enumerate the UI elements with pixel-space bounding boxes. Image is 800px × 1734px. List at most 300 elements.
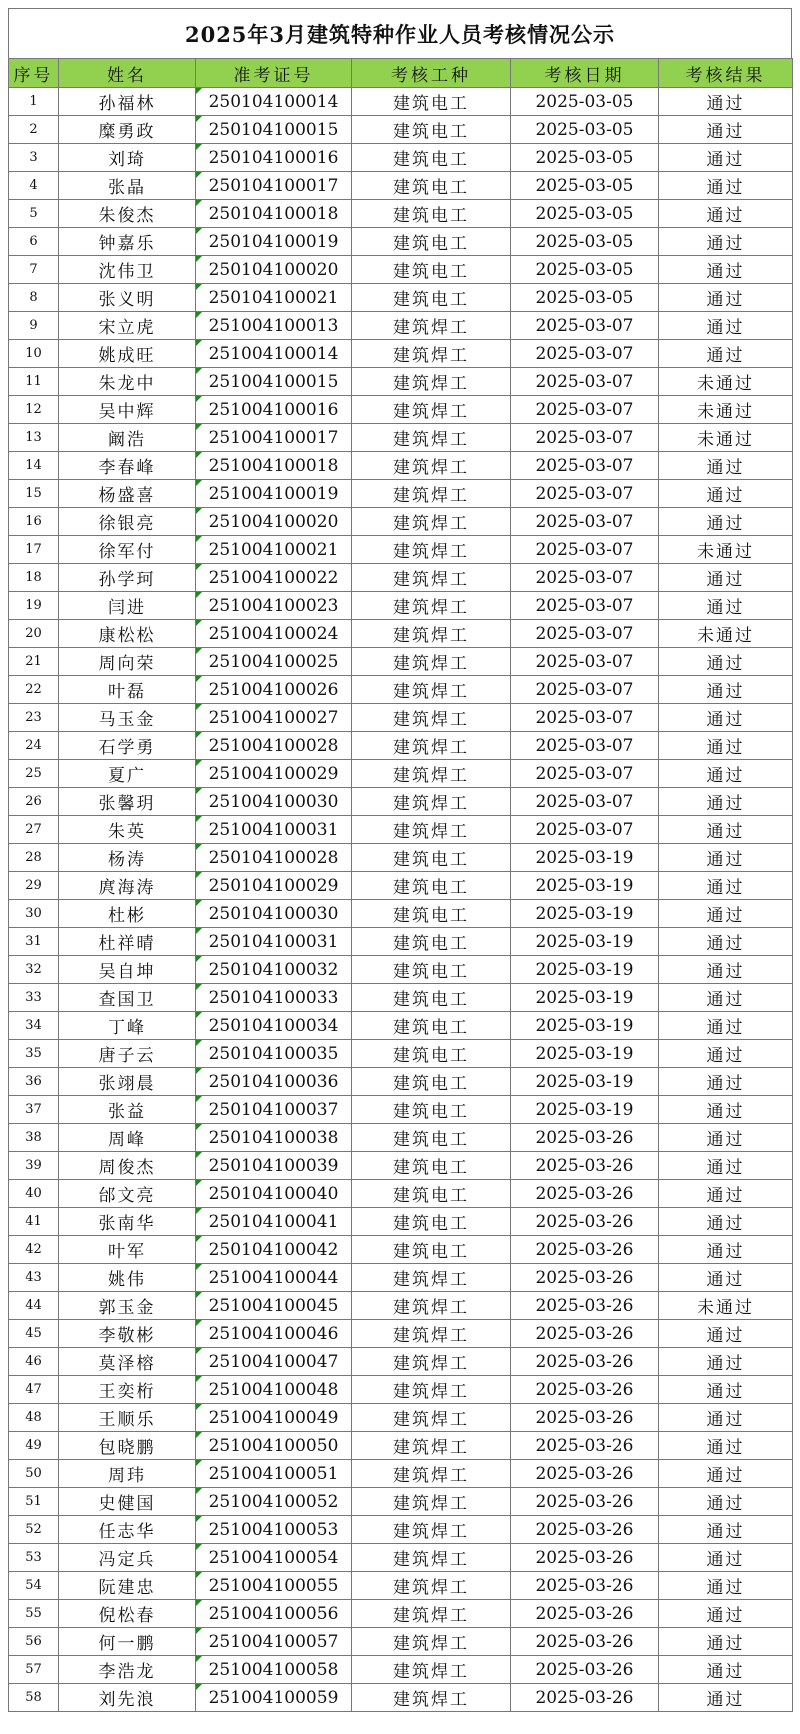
column-header-trade: 考核工种 (352, 59, 511, 88)
exam-result: 通过 (659, 172, 793, 200)
table-row (9, 480, 793, 508)
table-row (9, 1348, 793, 1376)
exam-date: 2025-03-07 (511, 788, 659, 816)
exam-result: 通过 (659, 984, 793, 1012)
exam-trade: 建筑焊工 (352, 788, 511, 816)
exam-date: 2025-03-26 (511, 1460, 659, 1488)
exam-date: 2025-03-05 (511, 256, 659, 284)
candidate-name: 姚伟 (59, 1264, 196, 1292)
exam-result: 通过 (659, 1656, 793, 1684)
table-row (9, 1516, 793, 1544)
exam-trade: 建筑焊工 (352, 592, 511, 620)
table-row (9, 984, 793, 1012)
table-row (9, 368, 793, 396)
table-row (9, 732, 793, 760)
header-row (9, 59, 793, 88)
candidate-name: 任志华 (59, 1516, 196, 1544)
row-number: 50 (9, 1460, 59, 1488)
exam-trade: 建筑焊工 (352, 620, 511, 648)
table-row (9, 228, 793, 256)
ticket-number: 251004100019 (196, 480, 352, 508)
exam-result: 未通过 (659, 396, 793, 424)
exam-trade: 建筑电工 (352, 984, 511, 1012)
exam-trade: 建筑焊工 (352, 1348, 511, 1376)
exam-result: 未通过 (659, 1292, 793, 1320)
exam-date: 2025-03-05 (511, 284, 659, 312)
ticket-number: 250104100020 (196, 256, 352, 284)
table-row (9, 1488, 793, 1516)
exam-date: 2025-03-26 (511, 1684, 659, 1712)
exam-trade: 建筑电工 (352, 928, 511, 956)
exam-trade: 建筑焊工 (352, 1404, 511, 1432)
candidate-name: 唐子云 (59, 1040, 196, 1068)
exam-trade: 建筑电工 (352, 228, 511, 256)
row-number: 56 (9, 1628, 59, 1656)
table-row (9, 284, 793, 312)
exam-date: 2025-03-05 (511, 172, 659, 200)
table-row (9, 704, 793, 732)
ticket-number: 250104100016 (196, 144, 352, 172)
table-row (9, 1012, 793, 1040)
row-number: 19 (9, 592, 59, 620)
table-row (9, 508, 793, 536)
row-number: 49 (9, 1432, 59, 1460)
exam-result: 通过 (659, 1320, 793, 1348)
ticket-number: 251004100022 (196, 564, 352, 592)
exam-result: 通过 (659, 900, 793, 928)
ticket-number: 250104100014 (196, 88, 352, 116)
exam-trade: 建筑焊工 (352, 1684, 511, 1712)
ticket-number: 251004100058 (196, 1656, 352, 1684)
exam-result: 通过 (659, 1572, 793, 1600)
row-number: 58 (9, 1684, 59, 1712)
exam-date: 2025-03-07 (511, 340, 659, 368)
candidate-name: 闫进 (59, 592, 196, 620)
table-row (9, 340, 793, 368)
exam-date: 2025-03-19 (511, 984, 659, 1012)
row-number: 33 (9, 984, 59, 1012)
exam-trade: 建筑焊工 (352, 564, 511, 592)
exam-date: 2025-03-26 (511, 1544, 659, 1572)
table-row (9, 788, 793, 816)
ticket-number: 251004100027 (196, 704, 352, 732)
candidate-name: 张晶 (59, 172, 196, 200)
candidate-name: 叶军 (59, 1236, 196, 1264)
ticket-number: 250104100038 (196, 1124, 352, 1152)
exam-result: 通过 (659, 1180, 793, 1208)
ticket-number: 251004100023 (196, 592, 352, 620)
exam-result: 通过 (659, 1404, 793, 1432)
exam-date: 2025-03-05 (511, 228, 659, 256)
ticket-number: 250104100018 (196, 200, 352, 228)
row-number: 21 (9, 648, 59, 676)
candidate-name: 史健国 (59, 1488, 196, 1516)
row-number: 32 (9, 956, 59, 984)
row-number: 46 (9, 1348, 59, 1376)
candidate-name: 朱英 (59, 816, 196, 844)
exam-trade: 建筑电工 (352, 1068, 511, 1096)
exam-result: 通过 (659, 1376, 793, 1404)
row-number: 15 (9, 480, 59, 508)
exam-trade: 建筑电工 (352, 256, 511, 284)
candidate-name: 孙学珂 (59, 564, 196, 592)
exam-date: 2025-03-26 (511, 1628, 659, 1656)
ticket-number: 250104100042 (196, 1236, 352, 1264)
ticket-number: 251004100013 (196, 312, 352, 340)
row-number: 36 (9, 1068, 59, 1096)
candidate-name: 石学勇 (59, 732, 196, 760)
row-number: 43 (9, 1264, 59, 1292)
table-row (9, 116, 793, 144)
table-row (9, 816, 793, 844)
exam-result: 通过 (659, 1208, 793, 1236)
row-number: 39 (9, 1152, 59, 1180)
candidate-name: 莫泽榕 (59, 1348, 196, 1376)
exam-result: 通过 (659, 1600, 793, 1628)
row-number: 22 (9, 676, 59, 704)
candidate-name: 孙福林 (59, 88, 196, 116)
exam-date: 2025-03-07 (511, 312, 659, 340)
exam-trade: 建筑焊工 (352, 508, 511, 536)
candidate-name: 丁峰 (59, 1012, 196, 1040)
exam-trade: 建筑焊工 (352, 480, 511, 508)
ticket-number: 251004100014 (196, 340, 352, 368)
candidate-name: 周玮 (59, 1460, 196, 1488)
row-number: 28 (9, 844, 59, 872)
ticket-number: 250104100028 (196, 844, 352, 872)
row-number: 25 (9, 760, 59, 788)
table-row (9, 956, 793, 984)
exam-result: 通过 (659, 956, 793, 984)
ticket-number: 251004100056 (196, 1600, 352, 1628)
exam-trade: 建筑焊工 (352, 1516, 511, 1544)
exam-trade: 建筑焊工 (352, 1292, 511, 1320)
exam-date: 2025-03-19 (511, 844, 659, 872)
table-row (9, 88, 793, 116)
exam-date: 2025-03-26 (511, 1320, 659, 1348)
exam-result: 通过 (659, 564, 793, 592)
candidate-name: 周峰 (59, 1124, 196, 1152)
candidate-name: 阚浩 (59, 424, 196, 452)
exam-result: 通过 (659, 508, 793, 536)
exam-result: 通过 (659, 676, 793, 704)
candidate-name: 郭玉金 (59, 1292, 196, 1320)
ticket-number: 251004100054 (196, 1544, 352, 1572)
exam-result: 未通过 (659, 368, 793, 396)
candidate-name: 王顺乐 (59, 1404, 196, 1432)
exam-result: 通过 (659, 592, 793, 620)
ticket-number: 250104100031 (196, 928, 352, 956)
candidate-name: 沈伟卫 (59, 256, 196, 284)
table-row (9, 1404, 793, 1432)
exam-trade: 建筑焊工 (352, 1460, 511, 1488)
row-number: 41 (9, 1208, 59, 1236)
row-number: 3 (9, 144, 59, 172)
table-row (9, 1068, 793, 1096)
exam-trade: 建筑电工 (352, 1236, 511, 1264)
exam-date: 2025-03-19 (511, 1040, 659, 1068)
exam-trade: 建筑焊工 (352, 1572, 511, 1600)
ticket-number: 250104100019 (196, 228, 352, 256)
exam-date: 2025-03-26 (511, 1516, 659, 1544)
column-header-ticket: 准考证号 (196, 59, 352, 88)
candidate-name: 李春峰 (59, 452, 196, 480)
candidate-name: 李浩龙 (59, 1656, 196, 1684)
row-number: 37 (9, 1096, 59, 1124)
row-number: 52 (9, 1516, 59, 1544)
exam-date: 2025-03-26 (511, 1152, 659, 1180)
row-number: 51 (9, 1488, 59, 1516)
exam-trade: 建筑焊工 (352, 704, 511, 732)
ticket-number: 251004100059 (196, 1684, 352, 1712)
exam-trade: 建筑电工 (352, 1180, 511, 1208)
exam-result: 通过 (659, 228, 793, 256)
exam-trade: 建筑焊工 (352, 1488, 511, 1516)
exam-trade: 建筑焊工 (352, 1264, 511, 1292)
ticket-number: 250104100040 (196, 1180, 352, 1208)
table-row (9, 1096, 793, 1124)
exam-date: 2025-03-26 (511, 1404, 659, 1432)
candidate-name: 李敬彬 (59, 1320, 196, 1348)
exam-date: 2025-03-07 (511, 480, 659, 508)
exam-date: 2025-03-05 (511, 200, 659, 228)
candidate-name: 刘琦 (59, 144, 196, 172)
exam-date: 2025-03-07 (511, 368, 659, 396)
exam-date: 2025-03-26 (511, 1348, 659, 1376)
candidate-name: 庹海涛 (59, 872, 196, 900)
ticket-number: 251004100029 (196, 760, 352, 788)
candidate-name: 张益 (59, 1096, 196, 1124)
exam-trade: 建筑焊工 (352, 1600, 511, 1628)
row-number: 34 (9, 1012, 59, 1040)
ticket-number: 250104100034 (196, 1012, 352, 1040)
exam-result: 通过 (659, 1068, 793, 1096)
ticket-number: 251004100030 (196, 788, 352, 816)
row-number: 29 (9, 872, 59, 900)
exam-result: 通过 (659, 1516, 793, 1544)
ticket-number: 250104100021 (196, 284, 352, 312)
exam-result: 通过 (659, 732, 793, 760)
ticket-number: 250104100037 (196, 1096, 352, 1124)
exam-date: 2025-03-05 (511, 144, 659, 172)
table-row (9, 452, 793, 480)
exam-trade: 建筑焊工 (352, 424, 511, 452)
exam-date: 2025-03-07 (511, 396, 659, 424)
table-row (9, 312, 793, 340)
exam-trade: 建筑焊工 (352, 396, 511, 424)
exam-result: 未通过 (659, 536, 793, 564)
ticket-number: 251004100050 (196, 1432, 352, 1460)
ticket-number: 250104100035 (196, 1040, 352, 1068)
table-row (9, 256, 793, 284)
row-number: 13 (9, 424, 59, 452)
table-row (9, 872, 793, 900)
exam-date: 2025-03-05 (511, 88, 659, 116)
exam-date: 2025-03-26 (511, 1208, 659, 1236)
exam-trade: 建筑焊工 (352, 760, 511, 788)
candidate-name: 夏广 (59, 760, 196, 788)
candidate-name: 徐军付 (59, 536, 196, 564)
table-row (9, 1600, 793, 1628)
exam-trade: 建筑焊工 (352, 368, 511, 396)
exam-trade: 建筑电工 (352, 1124, 511, 1152)
table-row (9, 1628, 793, 1656)
exam-result: 未通过 (659, 424, 793, 452)
row-number: 11 (9, 368, 59, 396)
exam-date: 2025-03-19 (511, 956, 659, 984)
candidate-name: 康松松 (59, 620, 196, 648)
ticket-number: 250104100041 (196, 1208, 352, 1236)
row-number: 18 (9, 564, 59, 592)
exam-date: 2025-03-19 (511, 928, 659, 956)
row-number: 16 (9, 508, 59, 536)
exam-trade: 建筑电工 (352, 844, 511, 872)
exam-trade: 建筑电工 (352, 1096, 511, 1124)
ticket-number: 251004100024 (196, 620, 352, 648)
ticket-number: 251004100031 (196, 816, 352, 844)
ticket-number: 251004100052 (196, 1488, 352, 1516)
row-number: 57 (9, 1656, 59, 1684)
exam-trade: 建筑电工 (352, 1152, 511, 1180)
exam-trade: 建筑电工 (352, 284, 511, 312)
candidate-name: 王奕桁 (59, 1376, 196, 1404)
candidate-name: 张南华 (59, 1208, 196, 1236)
exam-result: 通过 (659, 1460, 793, 1488)
ticket-number: 251004100018 (196, 452, 352, 480)
ticket-number: 250104100033 (196, 984, 352, 1012)
table-row (9, 1152, 793, 1180)
exam-result: 通过 (659, 1628, 793, 1656)
table-row (9, 760, 793, 788)
exam-date: 2025-03-07 (511, 452, 659, 480)
exam-date: 2025-03-07 (511, 732, 659, 760)
candidate-name: 倪松春 (59, 1600, 196, 1628)
exam-trade: 建筑电工 (352, 172, 511, 200)
ticket-number: 250104100029 (196, 872, 352, 900)
table-row (9, 1236, 793, 1264)
exam-trade: 建筑焊工 (352, 1432, 511, 1460)
candidate-name: 朱龙中 (59, 368, 196, 396)
exam-date: 2025-03-26 (511, 1572, 659, 1600)
exam-date: 2025-03-07 (511, 816, 659, 844)
column-header-seq: 序号 (9, 59, 59, 88)
table-row (9, 928, 793, 956)
exam-result: 通过 (659, 256, 793, 284)
table-row (9, 592, 793, 620)
exam-date: 2025-03-26 (511, 1376, 659, 1404)
exam-result: 通过 (659, 340, 793, 368)
exam-trade: 建筑焊工 (352, 1376, 511, 1404)
row-number: 23 (9, 704, 59, 732)
ticket-number: 250104100036 (196, 1068, 352, 1096)
exam-date: 2025-03-07 (511, 648, 659, 676)
exam-result: 通过 (659, 648, 793, 676)
row-number: 24 (9, 732, 59, 760)
row-number: 44 (9, 1292, 59, 1320)
row-number: 8 (9, 284, 59, 312)
row-number: 12 (9, 396, 59, 424)
ticket-number: 251004100021 (196, 536, 352, 564)
table-row (9, 396, 793, 424)
candidate-name: 杨涛 (59, 844, 196, 872)
exam-trade: 建筑焊工 (352, 676, 511, 704)
row-number: 27 (9, 816, 59, 844)
exam-trade: 建筑焊工 (352, 536, 511, 564)
exam-trade: 建筑焊工 (352, 312, 511, 340)
exam-result: 通过 (659, 928, 793, 956)
column-header-result: 考核结果 (659, 59, 793, 88)
row-number: 4 (9, 172, 59, 200)
table-row (9, 1264, 793, 1292)
exam-result: 通过 (659, 144, 793, 172)
table-row (9, 424, 793, 452)
ticket-number: 250104100015 (196, 116, 352, 144)
candidate-name: 徐银亮 (59, 508, 196, 536)
candidate-name: 吴自坤 (59, 956, 196, 984)
exam-date: 2025-03-26 (511, 1292, 659, 1320)
exam-trade: 建筑焊工 (352, 816, 511, 844)
exam-trade: 建筑电工 (352, 1040, 511, 1068)
ticket-number: 251004100020 (196, 508, 352, 536)
table-row (9, 1124, 793, 1152)
candidate-name: 姚成旺 (59, 340, 196, 368)
exam-result: 通过 (659, 1096, 793, 1124)
exam-date: 2025-03-07 (511, 536, 659, 564)
ticket-number: 251004100051 (196, 1460, 352, 1488)
candidate-name: 钟嘉乐 (59, 228, 196, 256)
exam-trade: 建筑焊工 (352, 648, 511, 676)
table-row (9, 1460, 793, 1488)
row-number: 20 (9, 620, 59, 648)
exam-result: 通过 (659, 116, 793, 144)
ticket-number: 250104100032 (196, 956, 352, 984)
row-number: 40 (9, 1180, 59, 1208)
exam-result: 通过 (659, 1432, 793, 1460)
row-number: 45 (9, 1320, 59, 1348)
exam-date: 2025-03-07 (511, 564, 659, 592)
table-row (9, 620, 793, 648)
row-number: 6 (9, 228, 59, 256)
ticket-number: 251004100053 (196, 1516, 352, 1544)
row-number: 42 (9, 1236, 59, 1264)
exam-trade: 建筑焊工 (352, 452, 511, 480)
table-row (9, 676, 793, 704)
exam-date: 2025-03-26 (511, 1180, 659, 1208)
ticket-number: 250104100017 (196, 172, 352, 200)
exam-trade: 建筑电工 (352, 1208, 511, 1236)
candidate-name: 周向荣 (59, 648, 196, 676)
row-number: 30 (9, 900, 59, 928)
candidate-name: 杨盛喜 (59, 480, 196, 508)
exam-result: 通过 (659, 1236, 793, 1264)
table-row (9, 1572, 793, 1600)
exam-result: 通过 (659, 480, 793, 508)
exam-date: 2025-03-26 (511, 1600, 659, 1628)
table-row (9, 1208, 793, 1236)
exam-date: 2025-03-26 (511, 1432, 659, 1460)
exam-result: 通过 (659, 1684, 793, 1712)
exam-date: 2025-03-07 (511, 760, 659, 788)
exam-trade: 建筑电工 (352, 200, 511, 228)
exam-result: 通过 (659, 816, 793, 844)
row-number: 17 (9, 536, 59, 564)
results-table (8, 58, 793, 1712)
exam-result: 通过 (659, 1152, 793, 1180)
exam-result: 通过 (659, 788, 793, 816)
ticket-number: 251004100055 (196, 1572, 352, 1600)
exam-trade: 建筑焊工 (352, 340, 511, 368)
ticket-number: 251004100045 (196, 1292, 352, 1320)
